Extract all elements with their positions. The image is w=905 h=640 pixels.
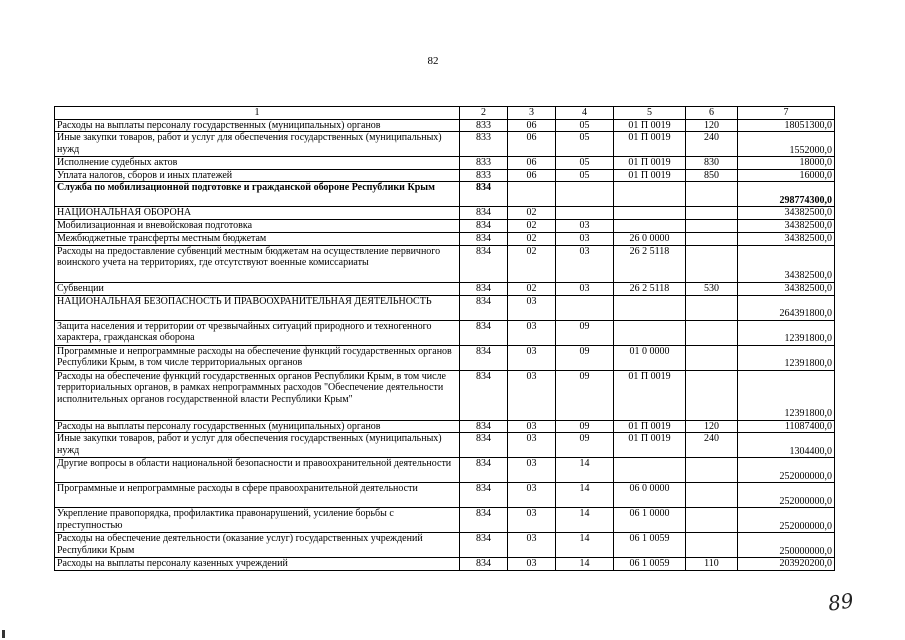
row-description: Расходы на обеспечение функций государственных органов Республики Крым, в том числе территориальных органов, в рамках непрограммных расходов "Обеспечение деятельности исполнительных органов государственной власти Республики Крым" — [55, 370, 460, 420]
row-description: Другие вопросы в области национальной безопасности и правоохранительной деятельности — [55, 458, 460, 483]
page-number: 82 — [427, 55, 439, 67]
table-row — [55, 182, 835, 207]
row-expense-type — [686, 483, 738, 508]
row-amount: 250000000,0 — [738, 533, 835, 558]
budget-table — [54, 106, 835, 571]
row-admin-code: 834 — [460, 219, 508, 232]
row-amount: 12391800,0 — [738, 345, 835, 370]
header-cell-2: 2 — [460, 107, 508, 120]
row-expense-type: 120 — [686, 420, 738, 433]
row-description: Защита населения и территории от чрезвычайных ситуаций природного и техногенного характера, гражданская оборона — [55, 320, 460, 345]
row-amount: 16000,0 — [738, 169, 835, 182]
row-description: Уплата налогов, сборов и иных платежей — [55, 169, 460, 182]
handwritten-page-mark: 89 — [826, 588, 855, 616]
row-expense-type: 110 — [686, 558, 738, 571]
row-section: 03 — [508, 558, 556, 571]
row-subsection: 05 — [556, 119, 614, 132]
row-amount: 298774300,0 — [738, 182, 835, 207]
row-target-article: 01 П 0019 — [614, 169, 686, 182]
row-section: 03 — [508, 295, 556, 320]
row-target-article: 01 0 0000 — [614, 345, 686, 370]
table-row — [55, 219, 835, 232]
row-description: Укрепление правопорядка, профилактика правонарушений, усиление борьбы с преступностью — [55, 508, 460, 533]
row-description: Расходы на выплаты персоналу казенных учреждений — [55, 558, 460, 571]
row-expense-type: 240 — [686, 433, 738, 458]
row-admin-code: 833 — [460, 132, 508, 157]
row-amount: 34382500,0 — [738, 232, 835, 245]
row-expense-type — [686, 533, 738, 558]
table-row — [55, 345, 835, 370]
row-amount: 18051300,0 — [738, 119, 835, 132]
row-subsection: 14 — [556, 558, 614, 571]
row-expense-type: 240 — [686, 132, 738, 157]
row-subsection: 09 — [556, 345, 614, 370]
table-row — [55, 533, 835, 558]
row-subsection — [556, 182, 614, 207]
table-row — [55, 119, 835, 132]
table-header-row — [55, 107, 835, 120]
row-admin-code: 834 — [460, 245, 508, 282]
row-target-article — [614, 295, 686, 320]
row-section: 03 — [508, 345, 556, 370]
row-description: Служба по мобилизационной подготовке и гражданской обороне Республики Крым — [55, 182, 460, 207]
row-section: 02 — [508, 207, 556, 220]
row-subsection: 14 — [556, 483, 614, 508]
table-row — [55, 420, 835, 433]
row-target-article — [614, 207, 686, 220]
row-description: НАЦИОНАЛЬНАЯ БЕЗОПАСНОСТЬ И ПРАВООХРАНИТЕЛЬНАЯ ДЕЯТЕЛЬНОСТЬ — [55, 295, 460, 320]
row-amount: 34382500,0 — [738, 282, 835, 295]
row-section: 02 — [508, 232, 556, 245]
row-admin-code: 834 — [460, 483, 508, 508]
row-section: 03 — [508, 420, 556, 433]
row-section: 06 — [508, 132, 556, 157]
row-target-article — [614, 219, 686, 232]
row-expense-type — [686, 370, 738, 420]
row-admin-code: 834 — [460, 558, 508, 571]
table-row — [55, 232, 835, 245]
row-section: 06 — [508, 169, 556, 182]
row-target-article: 26 0 0000 — [614, 232, 686, 245]
row-description: Расходы на выплаты персоналу государственных (муниципальных) органов — [55, 119, 460, 132]
row-amount: 203920200,0 — [738, 558, 835, 571]
header-cell-4: 4 — [556, 107, 614, 120]
row-amount: 252000000,0 — [738, 458, 835, 483]
row-target-article: 06 1 0059 — [614, 533, 686, 558]
row-amount: 12391800,0 — [738, 320, 835, 345]
row-section: 06 — [508, 119, 556, 132]
row-section: 03 — [508, 508, 556, 533]
row-expense-type: 530 — [686, 282, 738, 295]
table-row — [55, 433, 835, 458]
row-target-article: 26 2 5118 — [614, 282, 686, 295]
row-admin-code: 833 — [460, 119, 508, 132]
row-admin-code: 834 — [460, 345, 508, 370]
row-description: НАЦИОНАЛЬНАЯ ОБОРОНА — [55, 207, 460, 220]
row-subsection: 05 — [556, 169, 614, 182]
row-subsection: 03 — [556, 232, 614, 245]
row-amount: 34382500,0 — [738, 207, 835, 220]
row-target-article — [614, 458, 686, 483]
row-expense-type — [686, 295, 738, 320]
row-admin-code: 834 — [460, 420, 508, 433]
table-row — [55, 295, 835, 320]
row-expense-type — [686, 207, 738, 220]
row-admin-code: 834 — [460, 295, 508, 320]
row-admin-code: 834 — [460, 458, 508, 483]
row-description: Исполнение судебных актов — [55, 157, 460, 170]
row-admin-code: 834 — [460, 182, 508, 207]
row-admin-code: 834 — [460, 207, 508, 220]
row-expense-type: 120 — [686, 119, 738, 132]
row-target-article: 01 П 0019 — [614, 433, 686, 458]
row-expense-type — [686, 345, 738, 370]
row-subsection: 05 — [556, 157, 614, 170]
table-row — [55, 508, 835, 533]
row-subsection: 09 — [556, 420, 614, 433]
row-description: Иные закупки товаров, работ и услуг для обеспечения государственных (муниципальных) нужд — [55, 433, 460, 458]
row-admin-code: 834 — [460, 370, 508, 420]
table-row — [55, 370, 835, 420]
row-target-article: 06 1 0000 — [614, 508, 686, 533]
row-section: 03 — [508, 483, 556, 508]
row-target-article: 06 1 0059 — [614, 558, 686, 571]
row-target-article — [614, 182, 686, 207]
table-row — [55, 483, 835, 508]
row-target-article: 01 П 0019 — [614, 370, 686, 420]
row-admin-code: 834 — [460, 320, 508, 345]
scan-mark — [2, 630, 5, 638]
row-subsection: 03 — [556, 282, 614, 295]
row-section: 03 — [508, 370, 556, 420]
row-target-article: 06 0 0000 — [614, 483, 686, 508]
row-amount: 11087400,0 — [738, 420, 835, 433]
row-section: 06 — [508, 157, 556, 170]
row-amount: 1552000,0 — [738, 132, 835, 157]
row-expense-type — [686, 508, 738, 533]
table-row — [55, 245, 835, 282]
row-subsection — [556, 207, 614, 220]
row-amount: 1304400,0 — [738, 433, 835, 458]
header-cell-3: 3 — [508, 107, 556, 120]
row-admin-code: 834 — [460, 433, 508, 458]
row-description: Расходы на выплаты персоналу государственных (муниципальных) органов — [55, 420, 460, 433]
row-section: 02 — [508, 282, 556, 295]
row-expense-type — [686, 232, 738, 245]
row-admin-code: 834 — [460, 232, 508, 245]
row-admin-code: 833 — [460, 169, 508, 182]
row-section: 02 — [508, 219, 556, 232]
table-row — [55, 558, 835, 571]
row-amount: 34382500,0 — [738, 245, 835, 282]
row-description: Межбюджетные трансферты местным бюджетам — [55, 232, 460, 245]
row-target-article: 26 2 5118 — [614, 245, 686, 282]
row-description: Субвенции — [55, 282, 460, 295]
row-section: 03 — [508, 533, 556, 558]
row-amount: 34382500,0 — [738, 219, 835, 232]
row-amount: 264391800,0 — [738, 295, 835, 320]
row-expense-type — [686, 320, 738, 345]
row-description: Расходы на предоставление субвенций местным бюджетам на осуществление первичного воинского учета на территориях, где отсутствуют военные комиссариаты — [55, 245, 460, 282]
table-row — [55, 320, 835, 345]
row-subsection — [556, 295, 614, 320]
row-amount: 252000000,0 — [738, 508, 835, 533]
row-expense-type — [686, 458, 738, 483]
row-section: 03 — [508, 320, 556, 345]
header-cell-7: 7 — [738, 107, 835, 120]
row-description: Программные и непрограммные расходы на обеспечение функций государственных органов Республики Крым, в том числе территориальных органов — [55, 345, 460, 370]
row-admin-code: 834 — [460, 533, 508, 558]
table-row — [55, 169, 835, 182]
row-subsection: 09 — [556, 370, 614, 420]
row-expense-type — [686, 182, 738, 207]
row-subsection: 05 — [556, 132, 614, 157]
header-cell-5: 5 — [614, 107, 686, 120]
row-target-article — [614, 320, 686, 345]
row-target-article: 01 П 0019 — [614, 420, 686, 433]
row-description: Программные и непрограммные расходы в сфере правоохранительной деятельности — [55, 483, 460, 508]
row-admin-code: 834 — [460, 282, 508, 295]
row-description: Расходы на обеспечение деятельности (оказание услуг) государственных учреждений Республики Крым — [55, 533, 460, 558]
row-subsection: 09 — [556, 320, 614, 345]
row-expense-type: 830 — [686, 157, 738, 170]
row-subsection: 03 — [556, 245, 614, 282]
row-amount: 18000,0 — [738, 157, 835, 170]
row-section — [508, 182, 556, 207]
row-target-article: 01 П 0019 — [614, 157, 686, 170]
row-description: Мобилизационная и вневойсковая подготовка — [55, 219, 460, 232]
table-row — [55, 207, 835, 220]
row-subsection: 03 — [556, 219, 614, 232]
row-target-article: 01 П 0019 — [614, 132, 686, 157]
table-row — [55, 282, 835, 295]
table-row — [55, 458, 835, 483]
row-expense-type — [686, 219, 738, 232]
table-row — [55, 157, 835, 170]
row-admin-code: 834 — [460, 508, 508, 533]
header-cell-1: 1 — [55, 107, 460, 120]
row-description: Иные закупки товаров, работ и услуг для обеспечения государственных (муниципальных) нужд — [55, 132, 460, 157]
row-section: 03 — [508, 433, 556, 458]
row-section: 02 — [508, 245, 556, 282]
row-expense-type: 850 — [686, 169, 738, 182]
row-expense-type — [686, 245, 738, 282]
row-subsection: 14 — [556, 533, 614, 558]
table-row — [55, 132, 835, 157]
row-amount: 252000000,0 — [738, 483, 835, 508]
row-admin-code: 833 — [460, 157, 508, 170]
row-target-article: 01 П 0019 — [614, 119, 686, 132]
row-subsection: 14 — [556, 458, 614, 483]
header-cell-6: 6 — [686, 107, 738, 120]
row-subsection: 09 — [556, 433, 614, 458]
row-subsection: 14 — [556, 508, 614, 533]
row-amount: 12391800,0 — [738, 370, 835, 420]
row-section: 03 — [508, 458, 556, 483]
